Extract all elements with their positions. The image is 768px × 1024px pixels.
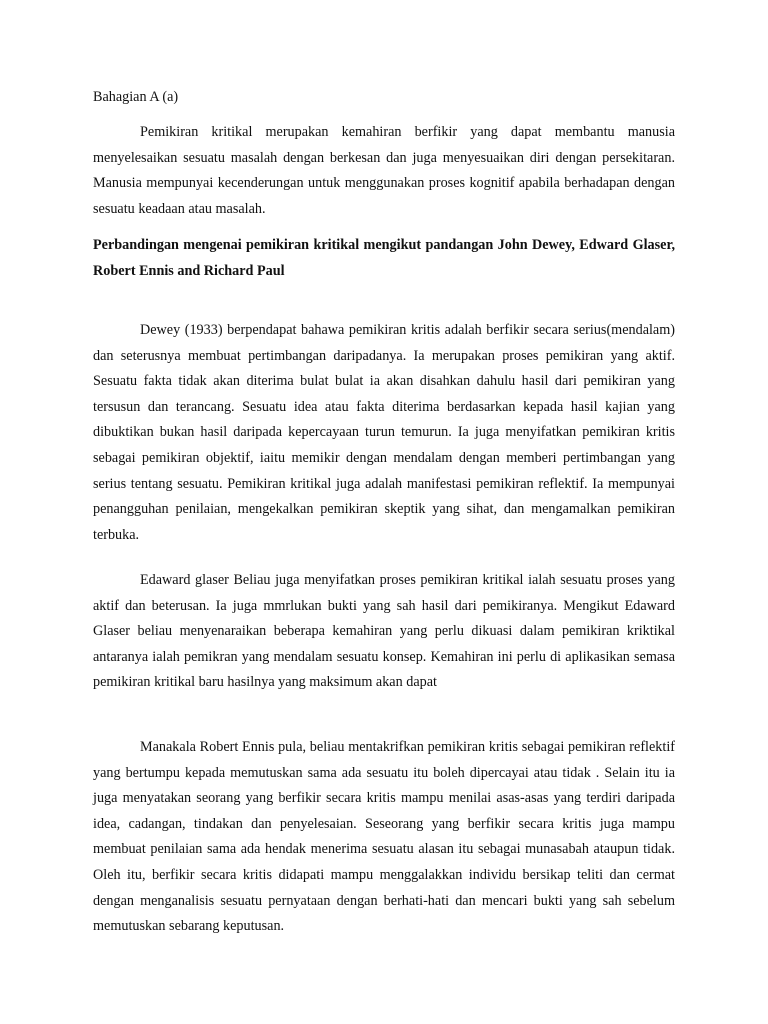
comparison-heading: Perbandingan mengenai pemikiran kritikal mengikut pandangan John Dewey, Edward Glaser, Robert Ennis and Richard Paul <box>93 237 675 279</box>
intro-paragraph: Pemikiran kritikal merupakan kemahiran berfikir yang dapat membantu manusia menyelesaikan sesuatu masalah dengan berkesan dan juga menyesuaikan diri dengan persekitaran. Manusia mempunyai kecenderungan untuk menggunakan proses kognitif apabila berhadapan dengan sesuatu keadaan atau masalah. <box>93 124 675 217</box>
section-heading: Bahagian A (a) <box>93 89 179 105</box>
ennis-paragraph: Manakala Robert Ennis pula, beliau mentakrifkan pemikiran kritis sebagai pemikiran reflektif yang bertumpu kepada memutuskan sama ada sesuatu itu boleh dipercayai atau tidak . Selain itu ia juga menyatakan seorang yang berfikir secara kritis mampu menilai asas-asas yang terdiri daripada idea, cadangan, tindakan dan penyelesaian. Seseorang yang berfikir secara kritis juga mampu membuat penilaian sama ada hendak menerima sesuatu alasan itu sebagai munasabah ataupun tidak. Oleh itu, berfikir secara kritis didapati mampu menggalakkan individu bersikap teliti dan cermat dengan menganalisis sesuatu pernyataan dengan berhati-hati dan mencari bukti yang sah sebelum memutuskan sebarang keputusan. <box>93 739 675 935</box>
glaser-paragraph: Edaward glaser Beliau juga menyifatkan proses pemikiran kritikal ialah sesuatu proses yang aktif dan beterusan. Ia juga mmrlukan bukti yang sah hasil dari pemikiranya. Mengikut Edaward Glaser beliau menyenaraikan beberapa kemahiran yang perlu dikuasi dalam pemikiran kriktikal antaranya ialah pemikran yang mendalam sesuatu konsep. Kemahiran ini perlu di aplikasikan semasa pemikiran kritikal baru hasilnya yang maksimum akan dapat <box>93 572 675 691</box>
dewey-paragraph: Dewey (1933) berpendapat bahawa pemikiran kritis adalah berfikir secara serius(mendalam) dan seterusnya membuat pertimbangan daripadanya. Ia merupakan proses pemikiran yang aktif. Sesuatu fakta tidak akan diterima bulat bulat ia akan disahkan dahulu hasil dari pemikiran yang tersusun dan terancang. Sesuatu idea atau fakta diterima berdasarkan kepada hasil kajian yang dibuktikan bukan hasil daripada kepercayaan turun temurun. Ia juga menyifatkan pemikiran kritis sebagai pemikiran objektif, iaitu memikir dengan mendalam dengan memberi pertimbangan yang serius tentang sesuatu. Pemikiran kritikal juga adalah manifestasi pemikiran reflektif. Ia mempunyai penangguhan penilaian, mengekalkan pemikiran skeptik yang sihat, dan mengamalkan pemikiran terbuka. <box>93 322 675 543</box>
